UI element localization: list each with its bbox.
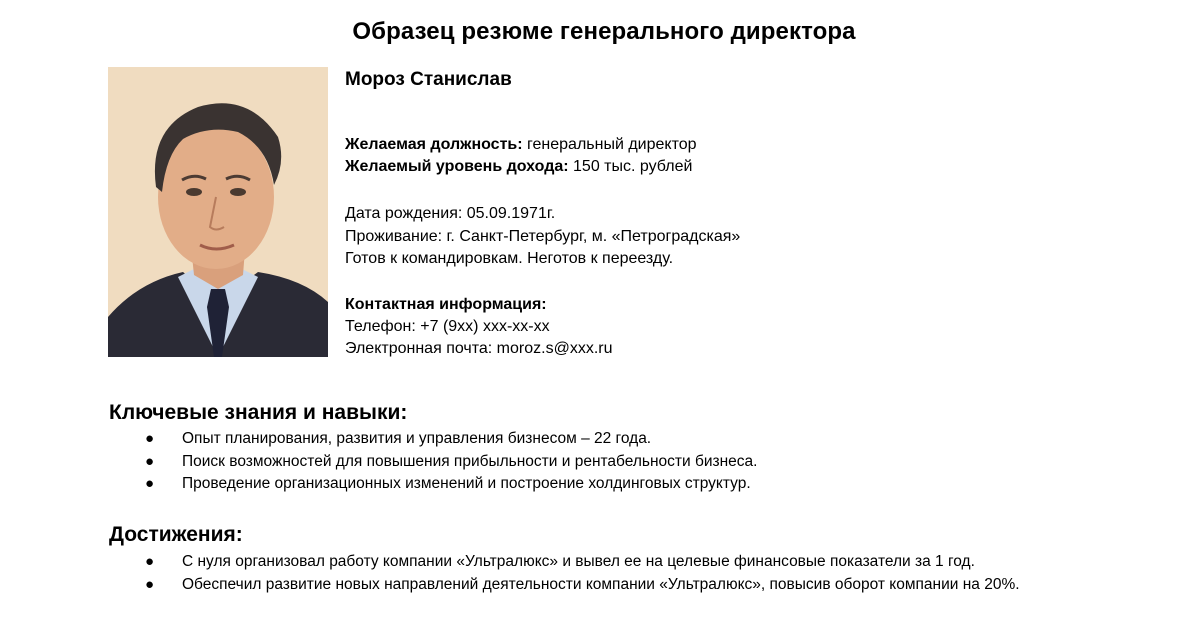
desired-income-value: 150 тыс. рублей — [568, 158, 693, 175]
candidate-name: Мороз Станислав — [345, 69, 512, 90]
achievements-heading: Достижения: — [109, 523, 243, 546]
birth-date: Дата рождения: 05.09.1971г. — [345, 205, 556, 222]
phone: Телефон: +7 (9хх) ххх-хх-хх — [345, 318, 550, 335]
list-item — [145, 473, 757, 496]
list-item — [145, 428, 757, 451]
desired-position — [345, 134, 697, 156]
contact-heading-label: Контактная информация: — [345, 296, 547, 313]
list-item-text: Проведение организационных изменений и построение холдинговых структур. — [182, 475, 751, 492]
bullet-icon: ● — [145, 430, 155, 447]
candidate-photo — [108, 67, 328, 357]
email: Электронная почта: moroz.s@xxx.ru — [345, 340, 613, 357]
list-item — [145, 551, 1020, 574]
list-item-text: С нуля организовал работу компании «Ультралюкс» и вывел ее на целевые финансовые показатели за 1 год. — [182, 553, 975, 570]
achievements-list — [145, 551, 1020, 596]
desired-position-value: генеральный директор — [522, 136, 697, 153]
skills-list — [145, 428, 757, 496]
list-item-text: Поиск возможностей для повышения прибыльности и рентабельности бизнеса. — [182, 452, 758, 470]
skills-heading: Ключевые знания и навыки: — [109, 401, 408, 424]
residence: Проживание: г. Санкт-Петербург, м. «Петроградская» — [345, 228, 741, 245]
desired-income-label: Желаемый уровень дохода: — [345, 158, 569, 175]
desired-income — [345, 156, 692, 178]
bullet-icon: ● — [145, 475, 155, 492]
bullet-icon: ● — [145, 575, 155, 593]
relocation-status: Готов к командировкам. Неготов к переезду. — [345, 250, 674, 267]
desired-position-label: Желаемая должность: — [345, 136, 523, 153]
bullet-icon: ● — [145, 452, 155, 470]
list-item — [145, 451, 757, 474]
bullet-icon: ● — [145, 553, 155, 570]
page-title: Образец резюме генерального директора — [352, 18, 856, 45]
list-item — [145, 574, 1020, 597]
list-item-text: Обеспечил развитие новых направлений деятельности компании «Ультралюкс», повысив оборот компании на 20%. — [182, 575, 1020, 593]
list-item-text: Опыт планирования, развития и управления бизнесом – 22 года. — [182, 430, 652, 447]
contact-heading — [345, 294, 547, 316]
